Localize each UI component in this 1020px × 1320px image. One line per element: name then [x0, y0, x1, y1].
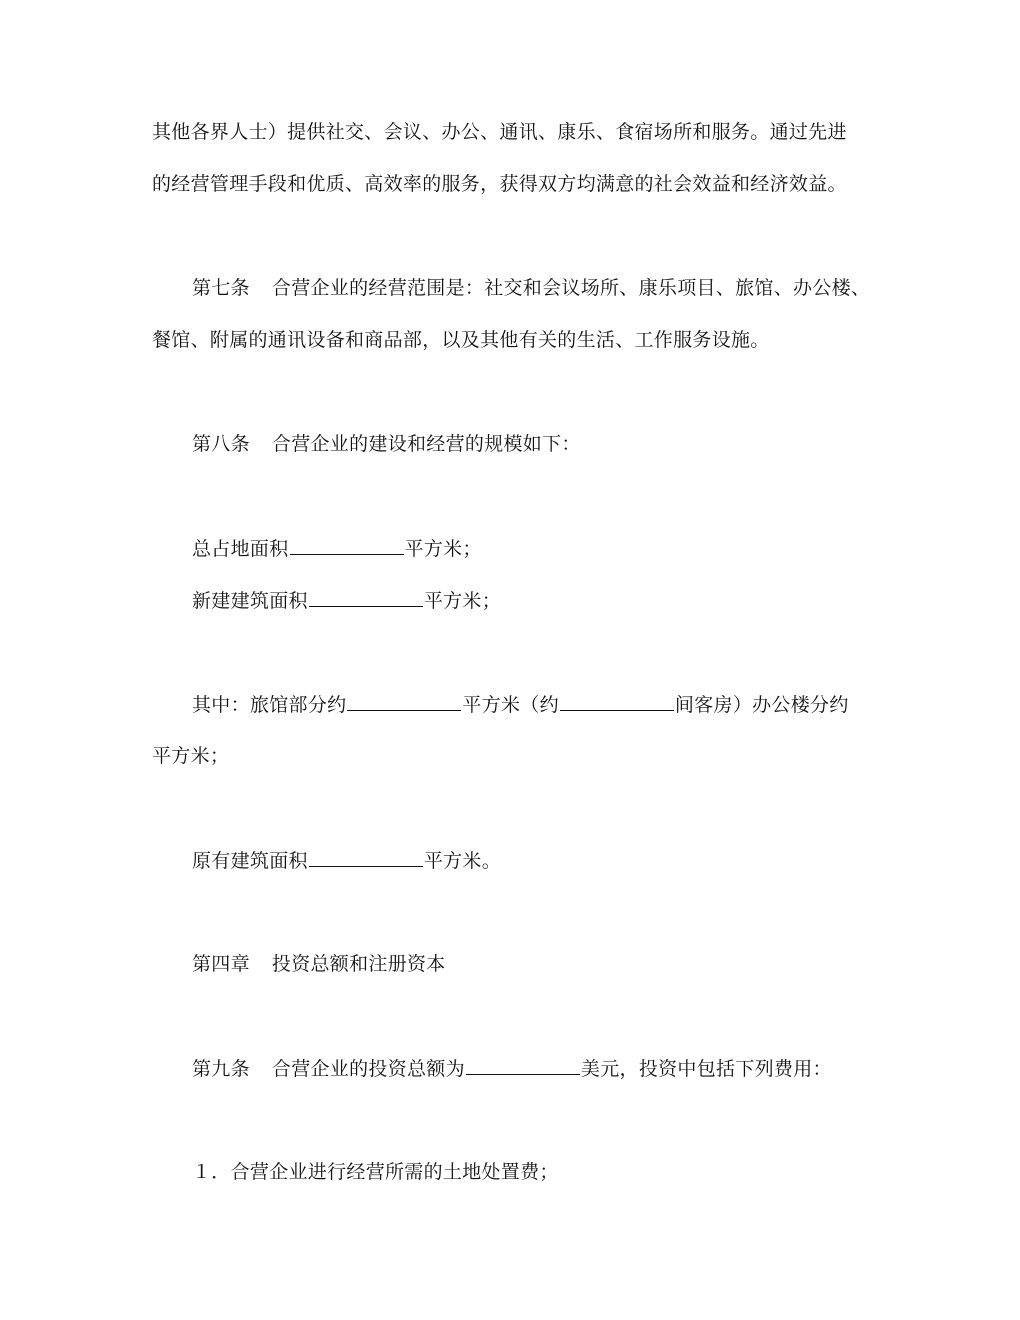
article-7-line [192, 276, 870, 300]
article-8-heading: 第八条 [192, 433, 250, 455]
total-area-line [192, 536, 482, 561]
fill-in-blank [560, 692, 674, 711]
list-item [192, 1160, 559, 1184]
chapter-4-title: 投资总额和注册资本 [271, 953, 446, 975]
total-area-unit: 平方米； [404, 538, 482, 560]
article-7-continuation [152, 328, 770, 352]
new-area-label: 新建建筑面积 [192, 590, 308, 612]
article-7-heading: 第七条 [192, 277, 250, 299]
article-8-text: 合营企业的建设和经营的规模如下： [271, 433, 581, 455]
paragraph-line [152, 120, 847, 144]
text-line: 的经营管理手段和优质、高效率的服务，获得双方均满意的社会效益和经济效益。 [152, 173, 847, 195]
chapter-4-number: 第四章 [192, 953, 250, 975]
original-area-line [192, 848, 501, 873]
among-unit-2: 间客房）办公楼分约 [674, 694, 849, 716]
text-line: 平方米； [152, 745, 230, 767]
fill-in-blank [290, 536, 404, 555]
fill-in-blank [309, 848, 423, 867]
text-line: 餐馆、附属的通讯设备和商品部，以及其他有关的生活、工作服务设施。 [152, 329, 770, 351]
text-line: 其他各界人士）提供社交、会议、办公、通讯、康乐、食宿场所和服务。通过先进 [152, 121, 847, 143]
paragraph-line [152, 172, 847, 196]
among-line [192, 692, 849, 717]
new-area-line [192, 588, 501, 613]
list-item-text: 合营企业进行经营所需的土地处置费； [230, 1161, 559, 1183]
original-area-label: 原有建筑面积 [192, 850, 308, 872]
article-9-text: 合营企业的投资总额为 [271, 1058, 465, 1080]
fill-in-blank [347, 692, 461, 711]
article-9-line [192, 1056, 832, 1081]
fill-in-blank [466, 1056, 580, 1075]
among-label: 其中：旅馆部分约 [192, 694, 347, 716]
new-area-unit: 平方米； [423, 590, 502, 612]
original-area-unit: 平方米。 [423, 850, 502, 872]
among-unit-1: 平方米（约 [462, 694, 559, 716]
article-8-line [192, 432, 581, 456]
fill-in-blank [309, 588, 423, 607]
article-9-unit: 美元，投资中包括下列费用： [580, 1058, 832, 1080]
article-9-heading: 第九条 [192, 1058, 250, 1080]
chapter-4-heading-line [192, 952, 446, 976]
article-7-text: 合营企业的经营范围是：社交和会议场所、康乐项目、旅馆、办公楼、 [271, 277, 871, 299]
among-continuation [152, 744, 229, 768]
total-area-label: 总占地面积 [192, 538, 289, 560]
list-item-number: １． [192, 1161, 231, 1183]
